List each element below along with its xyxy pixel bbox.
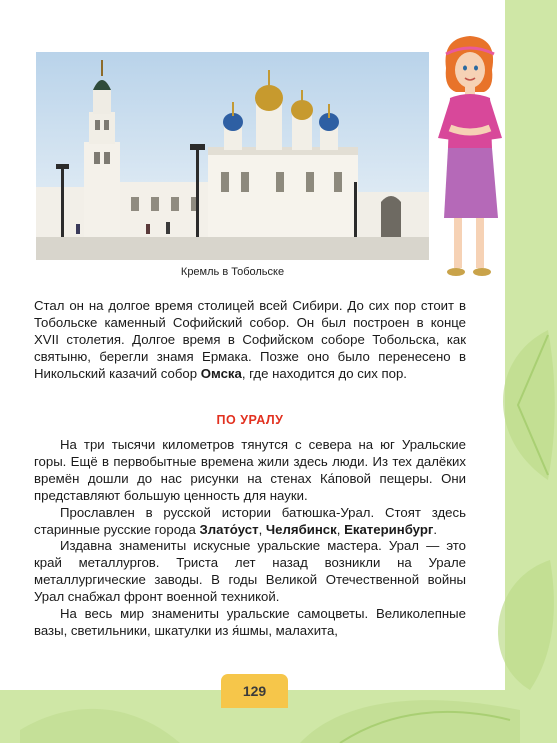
intro-text: Стал он на долгое время столицей всей Сибири. До сих пор стоит в Тобольске каменный Софийский собор. Он был построен в конце XVII столетия. Долгое время в Софийском соборе Тобольска, как святыню, берегли знамя Ермака. Позже оно было перенесено в Никольский казачий собор: [34, 298, 466, 381]
paragraph-2-end: .: [433, 521, 438, 537]
paragraph-3: Издавна знамениты искусные уральские мастера. Урал — это край металлургов. Триста лет назад возникли на Урале металлургические заводы. В годы Великой Отечественной войны Урал снабжал фронт военной техникой.: [34, 538, 466, 605]
paragraph-4: На весь мир знамениты уральские самоцветы. Великолепные вазы, светильники, шкатулки из я́шмы, малахита,: [34, 606, 466, 638]
section-heading: ПО УРАЛУ: [216, 413, 284, 427]
city-chelyabinsk: Челябинск: [265, 521, 337, 537]
city-omsk: Омска: [200, 365, 242, 381]
city-ekaterinburg: Екатеринбург: [344, 521, 434, 537]
leaf-decoration-icon: [470, 560, 557, 690]
girl-illustration: [432, 28, 507, 280]
city-zlatoust: Злато́уст: [199, 521, 259, 537]
leaf-decoration-icon: [300, 690, 520, 743]
separator: ,: [258, 521, 266, 537]
separator: ,: [336, 521, 345, 537]
ural-section-text: [34, 437, 466, 640]
paragraph-2-text: Прославлен в русской истории батюшка-Урал. Стоят здесь старинные русские города: [34, 504, 466, 537]
leaf-decoration-icon: [20, 690, 180, 743]
paragraph-1: На три тысячи километров тянутся с севера на юг Уральские горы. Ещё в первобытные времена жили здесь люди. Из тех далёких времён дошли до нас рисунки на стенах Ка́повой пещеры. Они представляют большую ценность для науки.: [34, 437, 466, 503]
intro-text-end: , где находится до сих пор.: [241, 365, 407, 381]
leaf-decoration-icon: [478, 330, 557, 480]
intro-paragraph: [34, 298, 466, 383]
paragraph-2: [34, 505, 466, 539]
page-number: 129: [242, 683, 267, 699]
kremlin-photo: [36, 52, 429, 260]
photo-caption: Кремль в Тобольске: [180, 266, 285, 278]
